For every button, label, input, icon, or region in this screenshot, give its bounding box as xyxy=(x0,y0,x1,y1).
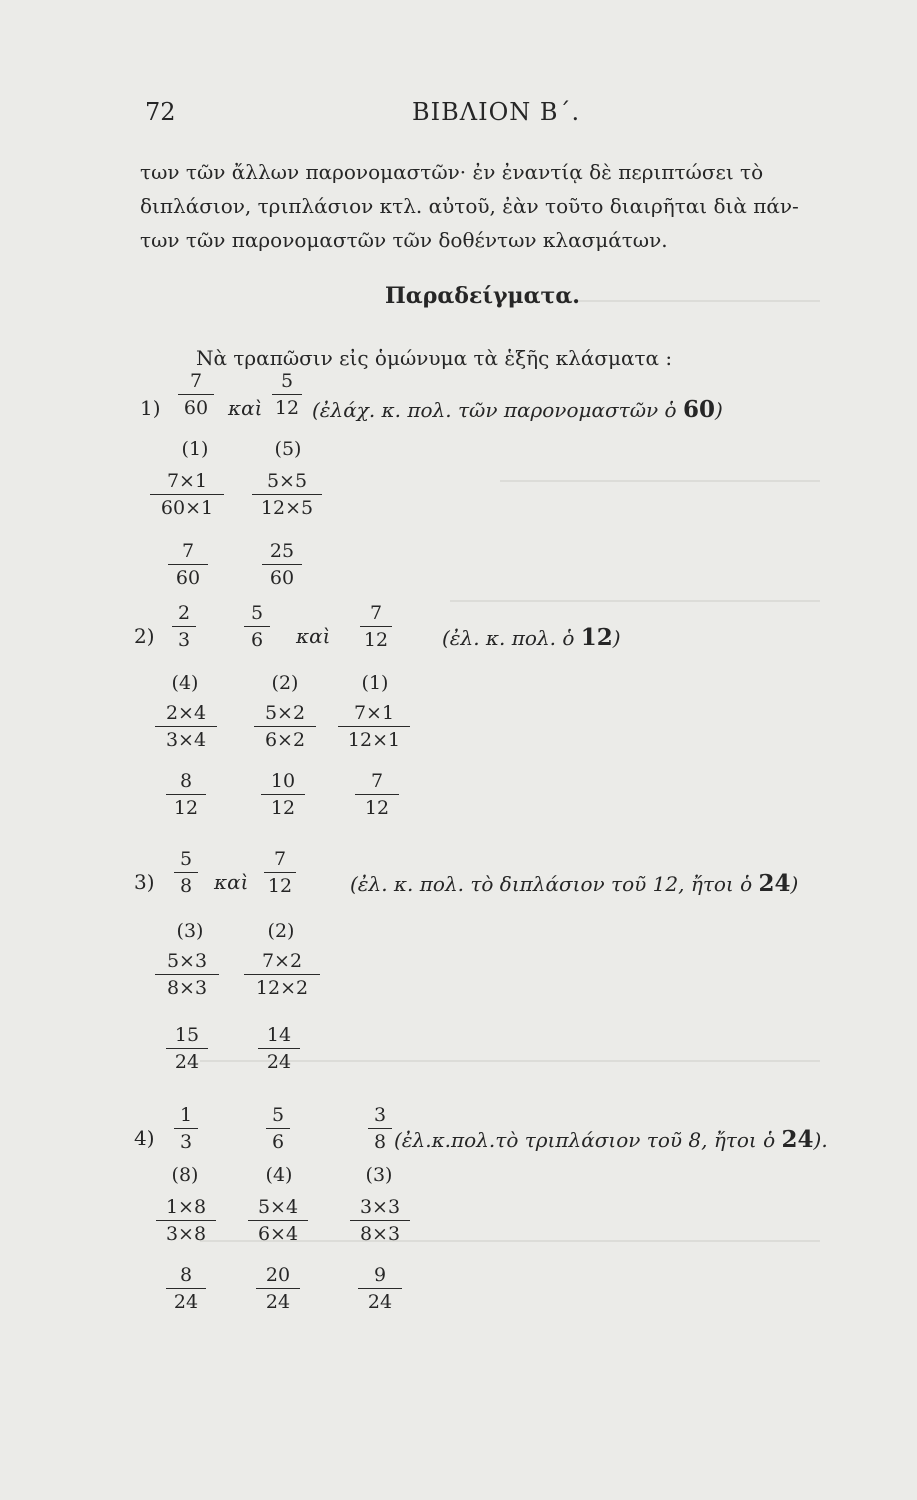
lcm-value: 24 xyxy=(758,870,791,897)
paragraph-line: των τῶν παρονομαστῶν τῶν δοθέντων κλασμάτων. xyxy=(140,228,668,252)
page-header xyxy=(0,98,917,130)
connector-word: καὶ xyxy=(296,624,331,648)
intro-paragraph xyxy=(140,155,820,257)
result-fraction: 7 60 xyxy=(168,540,208,589)
factor-label: (3) xyxy=(365,1164,393,1186)
running-title: ΒΙΒΛΙΟΝ Β΄. xyxy=(412,98,581,126)
fraction: 7 12 xyxy=(360,602,392,651)
example-label: 1) xyxy=(140,396,161,420)
paragraph-line: διπλάσιον, τριπλάσιον κτλ. αὐτοῦ, ἐὰν τοῦτο διαιρῆται διὰ πάν- xyxy=(140,194,799,218)
lcm-note: (ἐλ. κ. πολ. τὸ διπλάσιον τοῦ 12, ἤτοι ὁ 24) xyxy=(350,870,799,897)
fraction: 5 6 xyxy=(266,1104,290,1153)
expanded-fraction: 5×3 8×3 xyxy=(155,950,219,999)
connector-word: καὶ xyxy=(214,870,249,894)
factor-label: (4) xyxy=(171,672,199,694)
factor-label: (3) xyxy=(176,920,204,942)
lcm-value: 24 xyxy=(781,1126,814,1153)
expanded-fraction: 5×4 6×4 xyxy=(248,1196,308,1245)
page-number: 72 xyxy=(145,98,176,126)
example-label: 4) xyxy=(134,1126,155,1150)
expanded-fraction: 7×1 12×1 xyxy=(338,702,410,751)
expanded-fraction: 5×5 12×5 xyxy=(252,470,322,519)
section-heading: Παραδείγματα. xyxy=(385,283,580,309)
fraction: 1 3 xyxy=(174,1104,198,1153)
factor-label: (1) xyxy=(361,672,389,694)
lcm-note: (ἐλ.κ.πολ.τὸ τριπλάσιον τοῦ 8, ἤτοι ὁ 24). xyxy=(394,1126,828,1153)
result-fraction: 9 24 xyxy=(358,1264,402,1313)
result-fraction: 10 12 xyxy=(261,770,305,819)
factor-label: (5) xyxy=(274,438,302,460)
result-fraction: 8 24 xyxy=(166,1264,206,1313)
factor-label: (1) xyxy=(181,438,209,460)
fraction: 5 8 xyxy=(174,848,198,897)
fraction: 7 12 xyxy=(264,848,296,897)
result-fraction: 25 60 xyxy=(262,540,302,589)
fraction: 5 6 xyxy=(244,602,270,651)
expanded-fraction: 7×2 12×2 xyxy=(244,950,320,999)
expanded-fraction: 5×2 6×2 xyxy=(254,702,316,751)
lcm-note: (ἐλ. κ. πολ. ὁ 12) xyxy=(442,624,621,651)
lcm-value: 12 xyxy=(580,624,613,651)
fraction: 7 60 xyxy=(178,370,214,419)
result-fraction: 20 24 xyxy=(256,1264,300,1313)
result-fraction: 14 24 xyxy=(258,1024,300,1073)
example-label: 2) xyxy=(134,624,155,648)
lcm-note: (ἐλάχ. κ. πολ. τῶν παρονομαστῶν ὁ 60) xyxy=(312,396,723,423)
fraction: 3 8 xyxy=(368,1104,392,1153)
factor-label: (2) xyxy=(267,920,295,942)
result-fraction: 15 24 xyxy=(166,1024,208,1073)
paragraph-line: των τῶν ἄλλων παρονομαστῶν· ἐν ἐναντίᾳ δὲ περιπτώσει τὸ xyxy=(140,160,764,184)
factor-label: (8) xyxy=(171,1164,199,1186)
factor-label: (4) xyxy=(265,1164,293,1186)
factor-label: (2) xyxy=(271,672,299,694)
expanded-fraction: 2×4 3×4 xyxy=(155,702,217,751)
expanded-fraction: 7×1 60×1 xyxy=(150,470,224,519)
example-label: 3) xyxy=(134,870,155,894)
instruction-text: Νὰ τραπῶσιν εἰς ὁμώνυμα τὰ ἑξῆς κλάσματα : xyxy=(196,346,673,370)
result-fraction: 7 12 xyxy=(355,770,399,819)
fraction: 5 12 xyxy=(272,370,302,419)
expanded-fraction: 1×8 3×8 xyxy=(156,1196,216,1245)
fraction: 2 3 xyxy=(172,602,196,651)
lcm-value: 60 xyxy=(682,396,715,423)
connector-word: καὶ xyxy=(228,396,263,420)
expanded-fraction: 3×3 8×3 xyxy=(350,1196,410,1245)
result-fraction: 8 12 xyxy=(166,770,206,819)
